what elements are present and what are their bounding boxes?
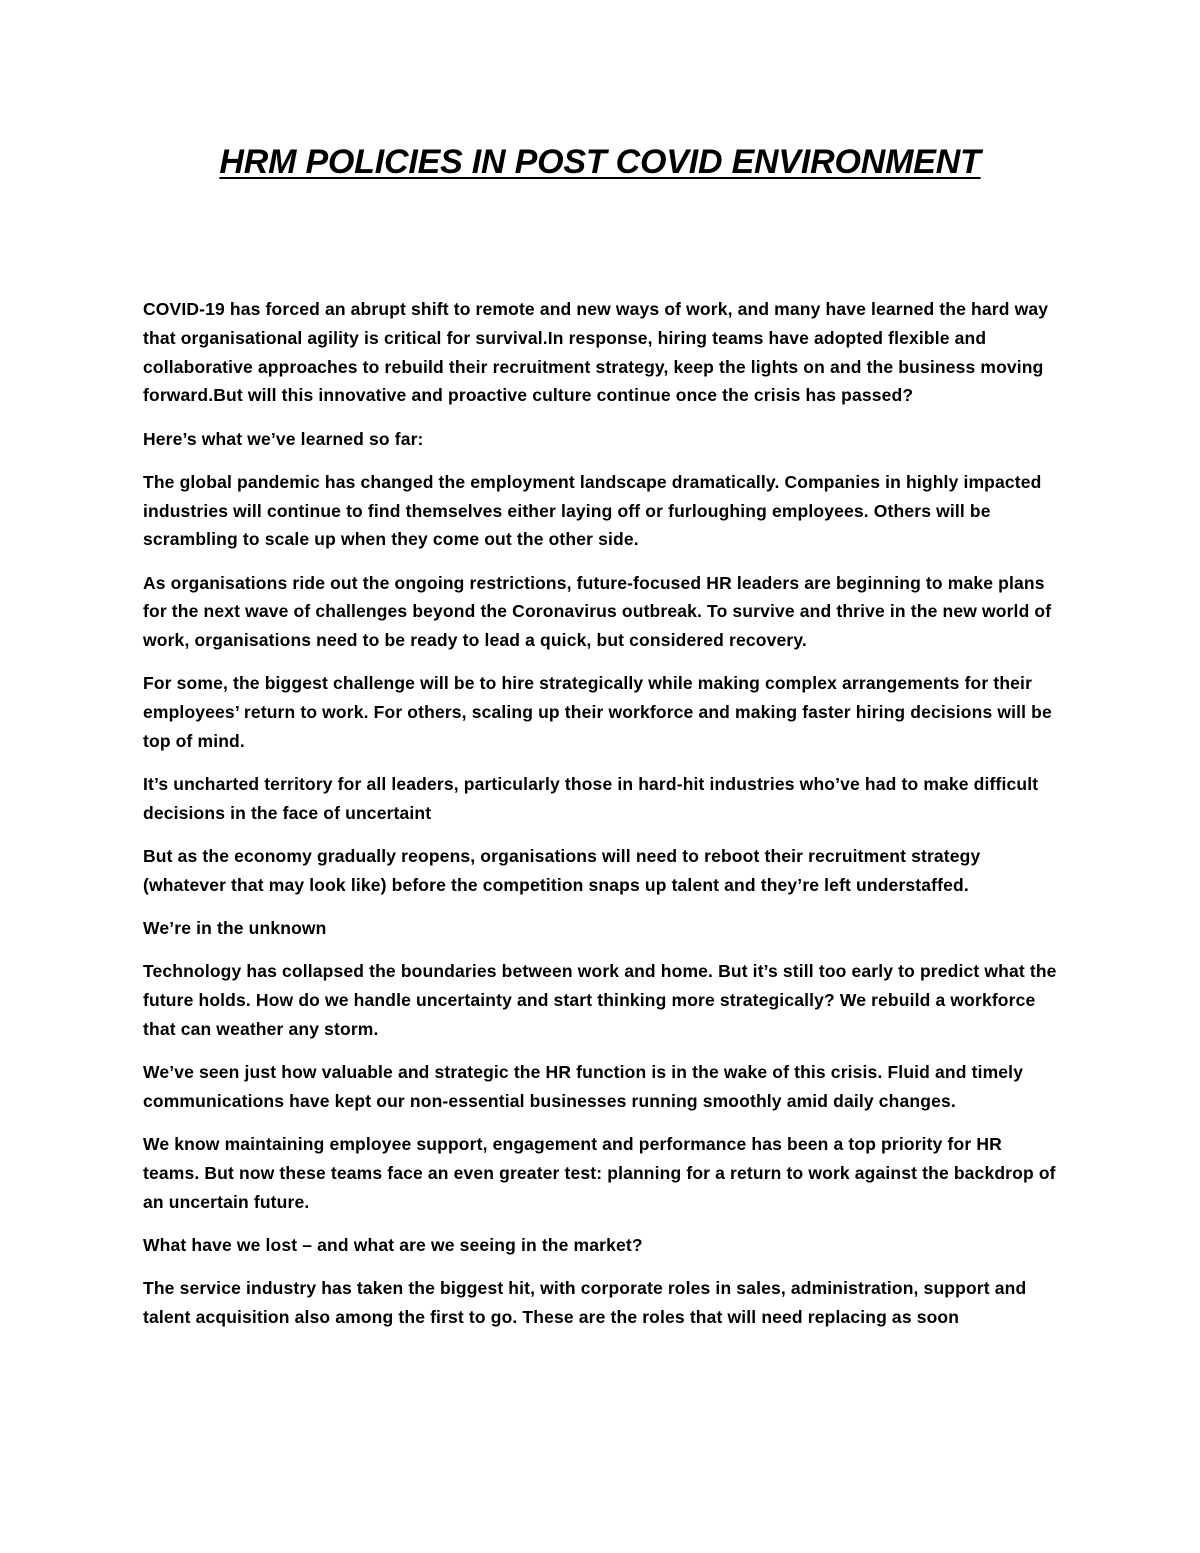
paragraph-learned-so-far: Here’s what we’ve learned so far: bbox=[143, 428, 424, 449]
paragraph-service-industry: The service industry has taken the biggest hit, with corporate roles in sales, administration, support and talent acquisition also among the first to go. These are the roles that will need replacing as soon bbox=[143, 1278, 1027, 1327]
paragraph-economy-reopens: But as the economy gradually reopens, organisations will need to reboot their recruitment strategy (whatever that may look like) before the competition snaps up talent and they’re left understaffed. bbox=[143, 846, 981, 895]
paragraph-what-have-we-lost: What have we lost – and what are we seeing in the market? bbox=[143, 1234, 643, 1255]
paragraph-hr-function: We’ve seen just how valuable and strategic the HR function is in the wake of this crisis. Fluid and timely communications have kept our non-essential businesses running smoothly amid daily changes. bbox=[143, 1062, 1024, 1111]
document-title: HRM POLICIES IN POST COVID ENVIRONMENT bbox=[219, 143, 981, 181]
paragraph-intro: COVID-19 has forced an abrupt shift to remote and new ways of work, and many have learned the hard way that organisational agility is critical for survival.In response, hiring teams have adopted flexible and collaborative approaches to rebuild their recruitment strategy, keep the lights on and the business moving forward.But will this innovative and proactive culture continue once the crisis has passed? bbox=[143, 299, 1049, 406]
paragraph-organisations-restrictions: As organisations ride out the ongoing restrictions, future-focused HR leaders are beginning to make plans for the next wave of challenges beyond the Coronavirus outbreak. To survive and thrive in the new world of work, organisations need to be ready to lead a quick, but considered recovery. bbox=[143, 572, 1052, 651]
document-body bbox=[143, 295, 1058, 1346]
paragraph-unknown-heading: We’re in the unknown bbox=[143, 918, 327, 939]
paragraph-employee-support: We know maintaining employee support, engagement and performance has been a top priority for HR teams. But now these teams face an even greater test: planning for a return to work against the backdrop of an uncertain future. bbox=[143, 1134, 1056, 1212]
paragraph-biggest-challenge: For some, the biggest challenge will be to hire strategically while making complex arrangements for their employees’ return to work. For others, scaling up their workforce and making faster hiring decisions will be top of mind. bbox=[143, 673, 1052, 751]
paragraph-uncharted-territory: It’s uncharted territory for all leaders, particularly those in hard-hit industries who’ve had to make difficult decisions in the face of uncertaint bbox=[143, 774, 1039, 823]
paragraph-global-pandemic: The global pandemic has changed the employment landscape dramatically. Companies in highly impacted industries will continue to find themselves either laying off or furloughing employees. Others will be scrambling to scale up when they come out the other side. bbox=[143, 471, 1042, 550]
paragraph-technology: Technology has collapsed the boundaries between work and home. But it’s still too early to predict what the future holds. How do we handle uncertainty and start thinking more strategically? We rebuild a workforce that can weather any storm. bbox=[143, 961, 1057, 1039]
